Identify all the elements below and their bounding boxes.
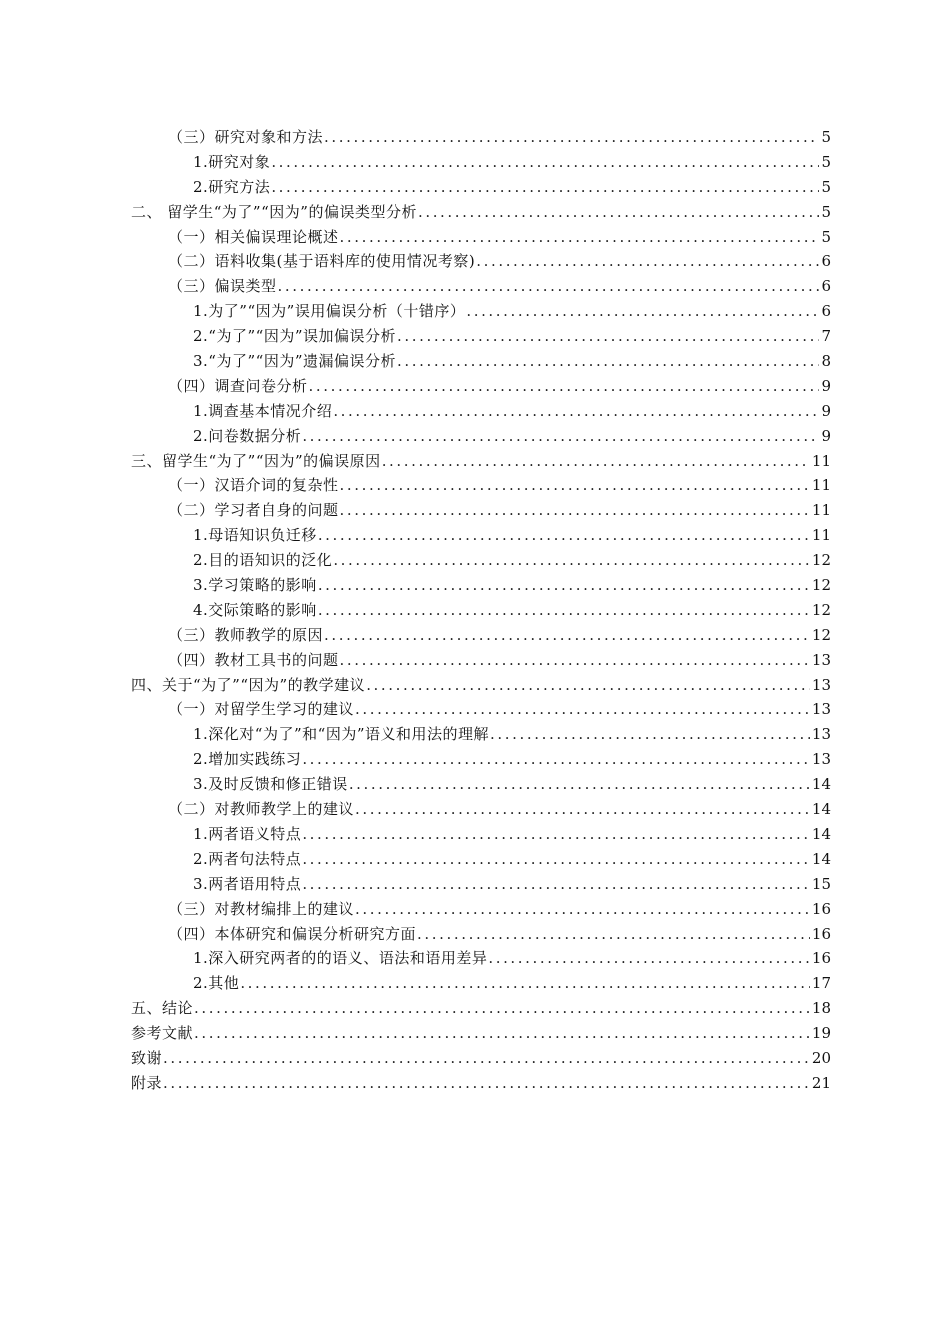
toc-entry[interactable] [0,946,950,971]
toc-entry-title: 2.问卷数据分析 [193,426,302,445]
toc-entry-title: 2.“为了”“因为”误加偏误分析 [193,327,396,346]
toc-entry[interactable] [0,125,950,150]
toc-entry-page-number: 6 [821,302,831,321]
toc-dot-leader [490,722,810,747]
toc-entry-page-number: 14 [811,849,831,868]
toc-dot-leader [302,822,810,847]
toc-dot-leader [397,349,819,374]
toc-entry[interactable] [0,772,950,797]
toc-dot-leader [340,498,810,523]
toc-entry-title: （一）汉语介词的复杂性 [168,476,339,495]
toc-entry-page-number: 18 [811,999,831,1018]
toc-entry[interactable] [0,1071,950,1096]
toc-dot-leader [318,573,810,598]
toc-entry-page-number: 9 [821,401,831,420]
toc-entry-title: （三）研究对象和方法 [168,128,324,146]
toc-entry-title: 四、关于“为了”“因为”的教学建议 [131,675,366,694]
toc-entry-title: （一）相关偏误理论概述 [168,227,339,246]
toc-entry-page-number: 14 [811,824,831,843]
toc-dot-leader [271,175,819,200]
toc-dot-leader [355,697,810,722]
toc-entry[interactable] [0,847,950,872]
toc-dot-leader [302,424,819,449]
toc-entry-page-number: 6 [821,277,831,296]
toc-entry-page-number: 5 [821,202,831,221]
toc-dot-leader [333,399,819,424]
toc-entry-title: 1.深化对“为了”和“因为”语义和用法的理解 [193,725,489,744]
toc-entry-page-number: 12 [811,600,831,619]
toc-entry-title: 1.调查基本情况介绍 [193,401,333,420]
toc-entry-title: （三）教师教学的原因 [168,625,324,644]
toc-entry-title: 2.目的语知识的泛化 [193,551,333,570]
toc-entry-title: （三）偏误类型 [168,277,277,296]
toc-entry-page-number: 13 [811,650,831,669]
table-of-contents [0,125,950,1096]
toc-entry-page-number: 11 [811,526,831,545]
toc-entry[interactable] [0,822,950,847]
toc-entry-title: （四）调查问卷分析 [168,376,308,395]
toc-entry[interactable] [0,349,950,374]
toc-entry-page-number: 12 [811,576,831,595]
toc-entry-title: 1.为了”“因为”误用偏误分析（十错序） [193,302,466,321]
toc-dot-leader [318,598,810,623]
toc-entry-title: 3.及时反馈和修正错误 [193,775,348,794]
toc-entry-page-number: 8 [821,352,831,371]
toc-dot-leader [333,548,810,573]
toc-entry[interactable] [0,897,950,922]
toc-dot-leader [309,374,820,399]
toc-dot-leader [466,299,819,324]
toc-entry-title: （三）对教材编排上的建议 [168,899,355,918]
toc-entry-title: 3.“为了”“因为”遗漏偏误分析 [193,352,396,371]
toc-entry[interactable] [0,175,950,200]
toc-entry-page-number: 14 [811,775,831,794]
toc-entry[interactable] [0,872,950,897]
toc-entry[interactable] [0,274,950,299]
toc-dot-leader [324,125,819,150]
toc-entry-page-number: 16 [811,924,831,943]
toc-entry-title: （一）对留学生学习的建议 [168,700,355,719]
toc-entry[interactable] [0,971,950,996]
toc-entry-page-number: 12 [811,625,831,644]
toc-entry[interactable] [0,747,950,772]
toc-dot-leader [163,1046,810,1071]
toc-entry-page-number: 13 [811,675,831,694]
toc-entry-title: 3.学习策略的影响 [193,576,317,595]
toc-entry[interactable] [0,548,950,573]
toc-dot-leader [366,673,810,698]
toc-entry-page-number: 13 [811,700,831,719]
toc-entry[interactable] [0,523,950,548]
toc-dot-leader [194,1021,810,1046]
toc-dot-leader [302,872,810,897]
toc-dot-leader [418,200,820,225]
toc-entry-title: 1.研究对象 [193,152,271,171]
toc-entry-page-number: 11 [811,451,831,470]
toc-entry[interactable] [0,498,950,523]
toc-entry-page-number: 20 [811,1048,831,1067]
toc-entry-title: 参考文献 [131,1024,194,1043]
toc-entry[interactable] [0,922,950,947]
toc-entry-title: 1.两者语义特点 [193,824,302,843]
toc-entry[interactable] [0,722,950,747]
toc-entry[interactable] [0,449,950,474]
toc-entry[interactable] [0,598,950,623]
toc-entry-title: 3.两者语用特点 [193,874,302,893]
toc-entry[interactable] [0,797,950,822]
toc-entry[interactable] [0,573,950,598]
toc-entry[interactable] [0,424,950,449]
toc-entry-title: 五、结论 [131,999,194,1018]
toc-entry[interactable] [0,1021,950,1046]
toc-dot-leader [240,971,810,996]
toc-entry-title: （二）对教师教学上的建议 [168,800,355,819]
toc-entry-title: （二）学习者自身的问题 [168,501,339,520]
toc-dot-leader [302,847,810,872]
toc-entry-title: 2.两者句法特点 [193,849,302,868]
toc-dot-leader [349,772,810,797]
toc-entry-page-number: 7 [821,327,831,346]
toc-entry-title: （四）教材工具书的问题 [168,650,339,669]
toc-entry-page-number: 13 [811,725,831,744]
toc-entry-page-number: 11 [811,476,831,495]
toc-entry[interactable] [0,673,950,698]
toc-dot-leader [397,324,819,349]
toc-entry-page-number: 16 [811,949,831,968]
toc-entry-title: 1.母语知识负迁移 [193,526,317,545]
toc-entry[interactable] [0,225,950,250]
toc-dot-leader [476,249,819,274]
toc-entry[interactable] [0,473,950,498]
toc-entry-page-number: 17 [811,974,831,993]
toc-entry-title: 2.增加实践练习 [193,750,302,769]
toc-entry-title: 致谢 [131,1048,163,1067]
toc-entry[interactable] [0,623,950,648]
toc-entry-page-number: 5 [821,177,831,196]
toc-entry-page-number: 5 [821,152,831,171]
toc-entry-title: （四）本体研究和偏误分析研究方面 [168,924,417,943]
toc-dot-leader [318,523,810,548]
toc-dot-leader [340,225,820,250]
toc-entry-title: 三、留学生“为了”“因为”的偏误原因 [131,451,381,470]
toc-dot-leader [355,897,810,922]
toc-dot-leader [324,623,810,648]
toc-entry-title: 2.其他 [193,974,240,993]
toc-entry-page-number: 15 [811,874,831,893]
toc-entry-page-number: 5 [821,227,831,246]
toc-entry-title: 2.研究方法 [193,177,271,196]
toc-entry[interactable] [0,249,950,274]
toc-entry-page-number: 6 [821,252,831,271]
toc-entry-page-number: 14 [811,800,831,819]
toc-entry-page-number: 9 [821,426,831,445]
toc-entry-title: （二）语料收集(基于语料库的使用情况考察) [168,252,476,271]
toc-dot-leader [194,996,810,1021]
toc-dot-leader [417,922,810,947]
toc-entry-page-number: 11 [811,501,831,520]
toc-entry[interactable] [0,697,950,722]
toc-dot-leader [382,449,810,474]
toc-dot-leader [488,946,810,971]
toc-entry-title: 1.深入研究两者的的语义、语法和语用差异 [193,949,488,968]
toc-entry-title: 附录 [131,1073,163,1092]
toc-entry-page-number: 16 [811,899,831,918]
toc-entry[interactable] [0,1046,950,1071]
toc-dot-leader [340,648,810,673]
toc-entry-page-number: 21 [811,1073,831,1092]
toc-entry[interactable] [0,150,950,175]
toc-entry[interactable] [0,648,950,673]
toc-dot-leader [163,1071,810,1096]
toc-entry[interactable] [0,996,950,1021]
toc-entry[interactable] [0,374,950,399]
toc-entry[interactable] [0,324,950,349]
toc-entry[interactable] [0,200,950,225]
toc-entry-title: 4.交际策略的影响 [193,600,317,619]
toc-entry-page-number: 9 [821,376,831,395]
toc-dot-leader [278,274,820,299]
toc-entry[interactable] [0,299,950,324]
toc-entry-page-number: 19 [811,1024,831,1043]
toc-entry[interactable] [0,399,950,424]
toc-entry-page-number: 13 [811,750,831,769]
toc-entry-page-number: 12 [811,551,831,570]
toc-dot-leader [302,747,810,772]
toc-dot-leader [271,150,819,175]
toc-dot-leader [340,473,810,498]
toc-entry-page-number: 5 [821,128,831,146]
toc-dot-leader [355,797,810,822]
toc-entry-title: 二、 留学生“为了”“因为”的偏误类型分析 [131,202,417,221]
